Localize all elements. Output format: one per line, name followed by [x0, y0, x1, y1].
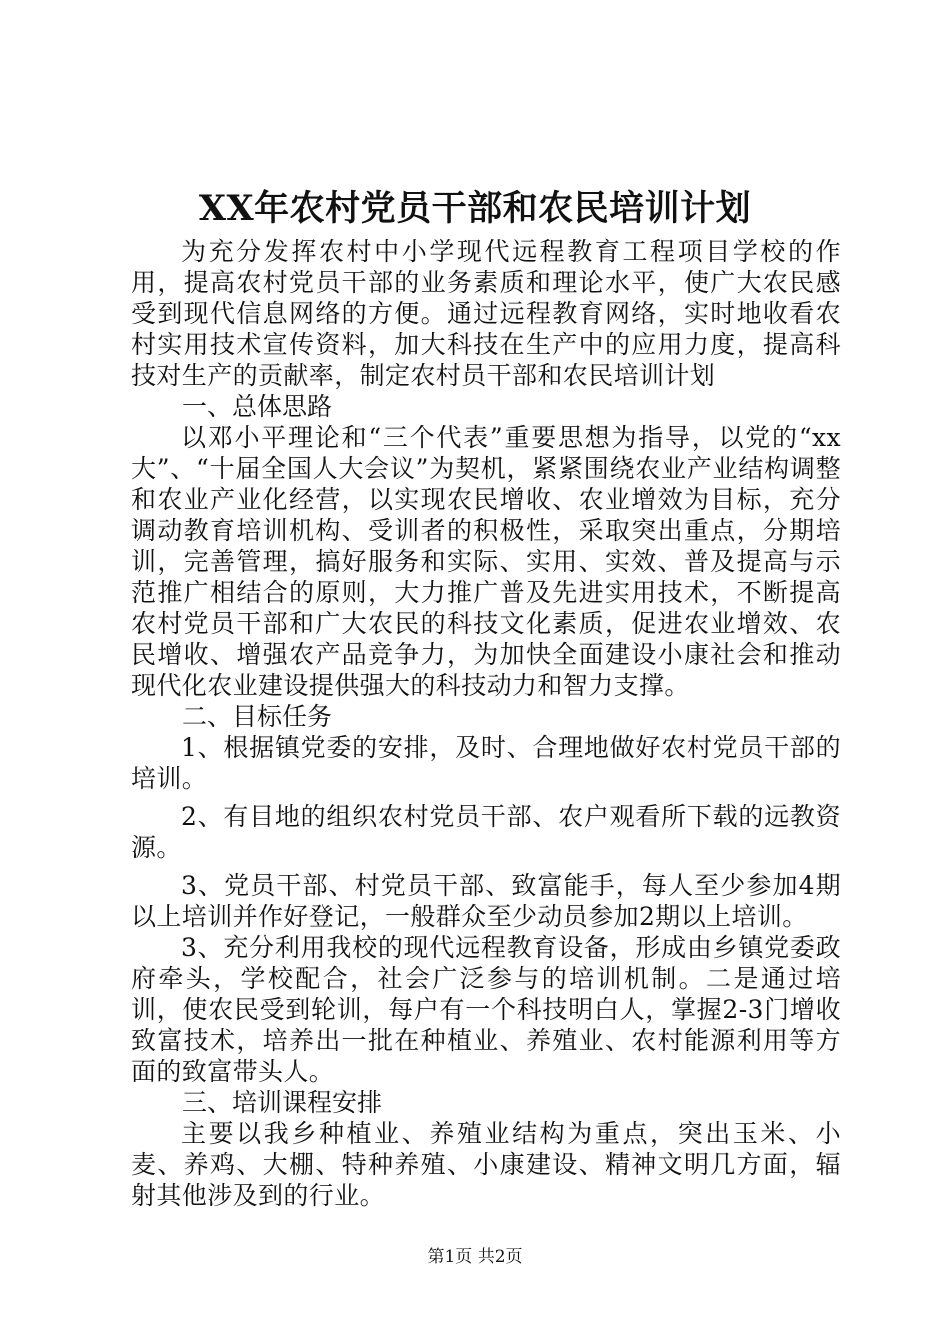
goal-item: 3、党员干部、村党员干部、致富能手，每人至少参加4期以上培训并作好登记，一般群众至少动员参加2期以上培训。 — [131, 871, 841, 931]
section-heading-overall-approach: 一、总体思路 — [182, 392, 333, 421]
goal-item: 3、充分利用我校的现代远程教育设备，形成由乡镇党委政府牵头，学校配合，社会广泛参与的培训机制。二是通过培训，使农民受到轮训，每户有一个科技明白人，掌握2-3门增收致富技术，培养出一批在种植业、养殖业、农村能源利用等方面的致富带头人。 — [131, 933, 841, 1086]
course-arrangement-paragraph: 主要以我乡种植业、养殖业结构为重点，突出玉米、小麦、养鸡、大棚、特种养殖、小康建设、精神文明几方面，辐射其他涉及到的行业。 — [131, 1119, 841, 1210]
document-body — [131, 236, 841, 1211]
document-title: XX年农村党员干部和农民培训计划 — [198, 188, 752, 229]
section-heading-goals: 二、目标任务 — [182, 702, 333, 731]
goal-item: 2、有目地的组织农村党员干部、农户观看所下载的远教资源。 — [131, 802, 841, 862]
overall-approach-paragraph: 以邓小平理论和“三个代表”重要思想为指导，以党的“xx大”、“十届全国人大会议”为契机，紧紧围绕农业产业结构调整和农业产业化经营，以实现农民增收、农业增效为目标，充分调动教育培训机构、受训者的积极性，采取突出重点，分期培训，完善管理，搞好服务和实际、实用、实效、普及提高与示范推广相结合的原则，大力推广普及先进实用技术，不断提高农村党员干部和广大农民的科技文化素质，促进农业增效、农民增收、增强农产品竞争力，为加快全面建设小康社会和推动现代化农业建设提供强大的科技动力和智力支撑。 — [131, 423, 841, 700]
page-number-footer: 第1页 共2页 — [427, 1247, 523, 1267]
section-heading-course-arrangement: 三、培训课程安排 — [182, 1088, 383, 1117]
intro-paragraph: 为充分发挥农村中小学现代远程教育工程项目学校的作用，提高农村党员干部的业务素质和理论水平，使广大农民感受到现代信息网络的方便。通过远程教育网络，实时地收看农村实用技术宣传资料，加大科技在生产中的应用力度，提高科技对生产的贡献率，制定农村员干部和农民培训计划 — [131, 237, 841, 390]
goal-item: 1、根据镇党委的安排，及时、合理地做好农村党员干部的培训。 — [131, 733, 841, 793]
